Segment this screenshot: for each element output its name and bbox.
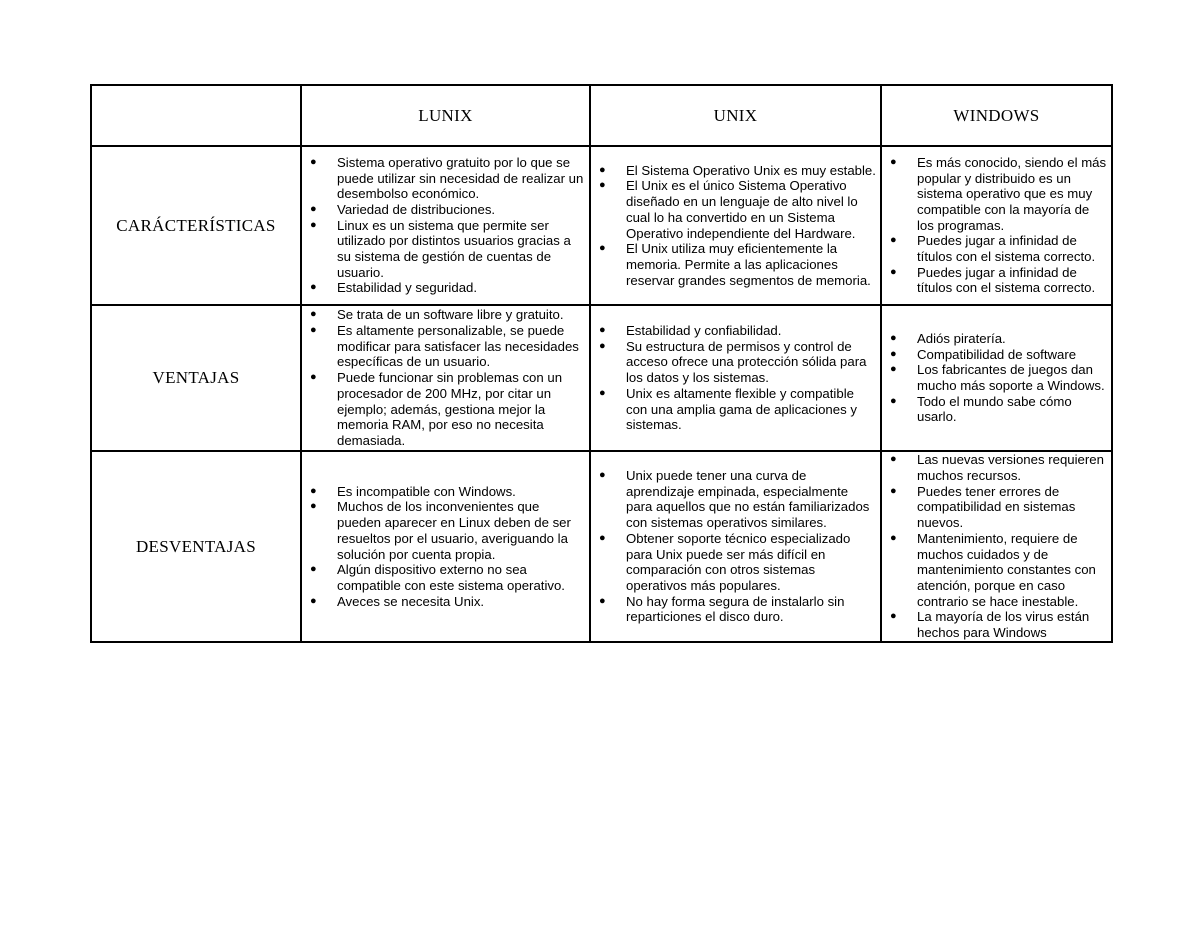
list-item: [890, 394, 1107, 425]
list-item-text: Mantenimiento, requiere de muchos cuidados y de mantenimiento constantes con atención, porque en caso contrario se hace inestable.: [917, 530, 1096, 609]
list-item: [599, 531, 876, 594]
bullet-icon: ●: [890, 531, 897, 544]
list-item-text: Las nuevas versiones requieren muchos recursos.: [917, 452, 1104, 483]
header-cell-windows: [881, 85, 1112, 146]
list-item: [310, 562, 585, 593]
list-item-text: Puedes jugar a infinidad de títulos con el sistema correcto.: [917, 233, 1096, 265]
bullet-icon: ●: [890, 265, 897, 278]
row-label-cell: [91, 305, 301, 451]
bullet-icon: ●: [310, 563, 317, 576]
list-item: [599, 386, 876, 433]
list-item: [890, 484, 1107, 531]
cell-ventajas-unix: [590, 305, 881, 451]
bullet-icon: ●: [599, 339, 606, 352]
bullet-icon: ●: [890, 155, 897, 168]
list-item: [599, 178, 876, 241]
bullet-icon: ●: [599, 163, 606, 176]
cell-desventajas-windows: [881, 451, 1112, 642]
list-item: [890, 452, 1107, 483]
list-item: [890, 265, 1107, 296]
list-item: [890, 609, 1107, 640]
list-item-text: Variedad de distribuciones.: [337, 201, 496, 217]
bullet-icon: ●: [310, 202, 317, 215]
list-item-text: Se trata de un software libre y gratuito.: [337, 307, 564, 323]
row-label-caracteristicas: CARÁCTERÍSTICAS: [116, 215, 276, 235]
bullet-icon: ●: [890, 394, 897, 407]
bullet-icon: ●: [310, 371, 317, 384]
cell-desventajas-lunix: [301, 451, 590, 642]
bullet-list: [302, 307, 589, 448]
bullet-icon: ●: [890, 363, 897, 376]
list-item: [890, 347, 1107, 363]
bullet-icon: ●: [310, 155, 317, 168]
bullet-icon: ●: [890, 234, 897, 247]
list-item: [599, 594, 876, 625]
list-item: [310, 499, 585, 562]
header-lunix: LUNIX: [418, 105, 473, 125]
list-item: [890, 531, 1107, 610]
bullet-icon: ●: [890, 484, 897, 497]
list-item: [310, 280, 585, 296]
cell-caracteristicas-unix: [590, 146, 881, 305]
bullet-icon: ●: [599, 324, 606, 337]
header-row: [91, 85, 1112, 146]
bullet-icon: ●: [599, 386, 606, 399]
row-ventajas: [91, 305, 1112, 451]
cell-ventajas-lunix: [301, 305, 590, 451]
bullet-list: [882, 155, 1111, 296]
bullet-icon: ●: [599, 468, 606, 481]
list-item: [890, 155, 1107, 234]
list-item: [310, 307, 585, 323]
list-item: [599, 163, 876, 179]
bullet-icon: ●: [890, 453, 897, 466]
row-label-cell: [91, 451, 301, 642]
bullet-icon: ●: [310, 500, 317, 513]
list-item: [599, 323, 876, 339]
bullet-icon: ●: [599, 242, 606, 255]
bullet-icon: ●: [310, 308, 317, 321]
list-item-text: Obtener soporte técnico especializado para Unix puede ser más difícil en comparación con otros sistemas operativos más populares.: [626, 530, 851, 593]
list-item: [310, 484, 585, 500]
list-item-text: Puedes tener errores de compatibilidad en sistemas nuevos.: [917, 483, 1076, 531]
cell-caracteristicas-windows: [881, 146, 1112, 305]
list-item: [310, 594, 585, 610]
bullet-icon: ●: [890, 347, 897, 360]
bullet-icon: ●: [890, 610, 897, 623]
bullet-icon: ●: [310, 594, 317, 607]
list-item-text: El Unix es el único Sistema Operativo diseñado en un lenguaje de alto nivel lo cual lo ha convertido en un Sistema Operativo independiente del Hardware.: [626, 178, 858, 241]
list-item: [599, 339, 876, 386]
bullet-icon: ●: [310, 484, 317, 497]
bullet-list: [882, 452, 1111, 640]
list-item-text: Es altamente personalizable, se puede modificar para satisfacer las necesidades específicas de un usuario.: [337, 323, 579, 370]
list-item: [310, 155, 585, 202]
list-item-text: Muchos de los inconvenientes que pueden aparecer en Linux deben de ser resueltos por el usuario, averiguando la solución por cuenta propia.: [337, 499, 571, 562]
list-item-text: Puedes jugar a infinidad de títulos con el sistema correcto.: [917, 264, 1096, 296]
list-item: [310, 370, 585, 449]
row-desventajas: [91, 451, 1112, 642]
list-item-text: Unix es altamente flexible y compatible con una amplia gama de aplicaciones y sistemas.: [626, 385, 857, 433]
bullet-list: [302, 155, 589, 296]
row-label-ventajas: VENTAJAS: [152, 368, 240, 387]
bullet-icon: ●: [599, 179, 606, 192]
list-item-text: Aveces se necesita Unix.: [337, 593, 485, 609]
list-item-text: Es incompatible con Windows.: [337, 483, 516, 499]
list-item-text: El Unix utiliza muy eficientemente la memoria. Permite a las aplicaciones reservar grandes segmentos de memoria.: [626, 241, 871, 288]
list-item-text: Estabilidad y confiabilidad.: [626, 323, 782, 339]
row-label-cell: [91, 146, 301, 305]
header-unix: UNIX: [713, 105, 758, 125]
cell-caracteristicas-lunix: [301, 146, 590, 305]
list-item-text: No hay forma segura de instalarlo sin reparticiones el disco duro.: [626, 593, 845, 625]
bullet-icon: ●: [599, 594, 606, 607]
list-item-text: Es más conocido, siendo el más popular y distribuido es un sistema operativo que es muy compatible con la mayoría de los programas.: [917, 154, 1107, 233]
list-item-text: Estabilidad y seguridad.: [337, 280, 478, 296]
cell-ventajas-windows: [881, 305, 1112, 451]
bullet-list: [591, 163, 880, 289]
bullet-icon: ●: [310, 324, 317, 337]
list-item: [890, 362, 1107, 393]
list-item: [599, 241, 876, 288]
list-item: [310, 218, 585, 281]
list-item-text: Unix puede tener una curva de aprendizaje empinada, especialmente para aquellos que no están familiarizados con sistemas operativos similares.: [626, 467, 870, 531]
list-item: [890, 331, 1107, 347]
list-item-text: Puede funcionar sin problemas con un procesador de 200 MHz, por citar un ejemplo; además, gestiona mejor la memoria RAM, por eso no necesita demasiada.: [337, 370, 563, 448]
bullet-icon: ●: [310, 218, 317, 231]
bullet-list: [302, 484, 589, 610]
list-item: [310, 323, 585, 370]
list-item: [310, 202, 585, 218]
cell-desventajas-unix: [590, 451, 881, 642]
bullet-list: [591, 323, 880, 433]
list-item-text: Adiós piratería.: [917, 330, 1006, 346]
row-label-desventajas: DESVENTAJAS: [135, 536, 256, 556]
row-caracteristicas: [91, 146, 1112, 305]
bullet-icon: ●: [599, 531, 606, 544]
bullet-icon: ●: [890, 331, 897, 344]
bullet-list: [882, 331, 1111, 425]
list-item-text: Todo el mundo sabe cómo usarlo.: [917, 393, 1072, 425]
list-item-text: Sistema operativo gratuito por lo que se puede utilizar sin necesidad de realizar un desembolso económico.: [337, 154, 584, 202]
list-item-text: Compatibilidad de software: [917, 346, 1077, 362]
header-cell-unix: [590, 85, 881, 146]
list-item-text: Algún dispositivo externo no sea compatible con este sistema operativo.: [337, 562, 565, 593]
list-item-text: Los fabricantes de juegos dan mucho más soporte a Windows.: [917, 362, 1105, 393]
bullet-icon: ●: [310, 281, 317, 294]
bullet-list: [591, 468, 880, 625]
list-item-text: Linux es un sistema que permite ser utilizado por distintos usuarios gracias a su sistema de gestión de cuentas de usuario.: [337, 217, 571, 280]
list-item-text: Su estructura de permisos y control de acceso ofrece una protección sólida para los datos y los sistemas.: [626, 338, 867, 386]
header-cell-lunix: [301, 85, 590, 146]
header-windows: WINDOWS: [953, 105, 1040, 125]
list-item-text: El Sistema Operativo Unix es muy estable.: [626, 162, 876, 178]
list-item: [890, 233, 1107, 264]
list-item-text: La mayoría de los virus están hechos para Windows: [917, 609, 1090, 641]
comparison-table: [90, 84, 1113, 643]
list-item: [599, 468, 876, 531]
corner-cell: [91, 85, 301, 146]
